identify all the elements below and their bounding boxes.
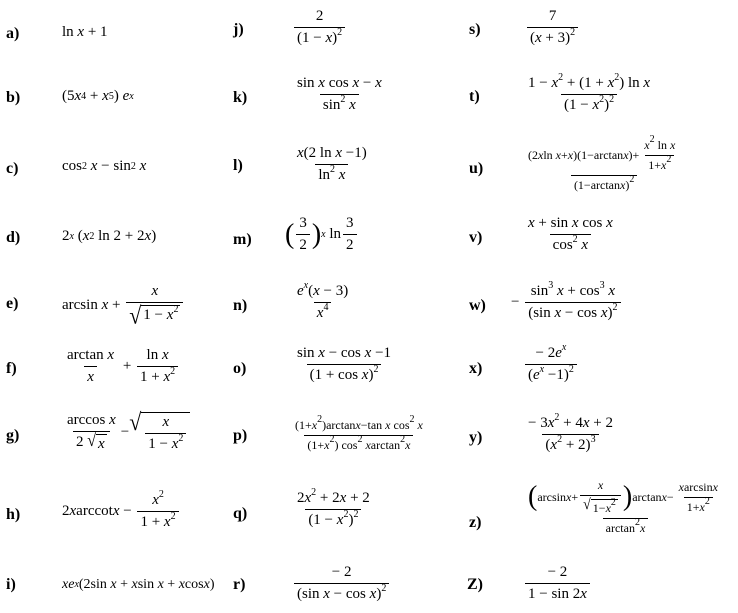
expr-b: (5 x 4 + x 5 ) e x — [62, 88, 134, 104]
expr-k: $\frac{\text{sin x cos x − x}}{\sin^2 x}$ — [297, 75, 382, 113]
expr-t: $\frac{1 - x^2 + (1 + x^2) \ln x}{(1 - x^2)^2}$ — [528, 72, 651, 113]
expr-w: − $\frac{\sin^3 x + \cos^3 x}{(\sin x - \cos x)^2}$ — [511, 283, 623, 322]
label-s: s) — [469, 21, 481, 38]
expr-q: $\frac{2x^2 + 2x + 2}{(1 - x^2)^2}$ — [297, 487, 370, 528]
expr-o: $\frac{\text{sin x − cos x −1}}{(1 + \cos x)^2}$ — [297, 345, 392, 383]
label-a: a) — [6, 25, 20, 42]
expr-v: $\frac{\text{x + sin x cos x}}{\cos^2 x}$ — [528, 215, 613, 253]
label-i: i) — [6, 576, 16, 593]
label-p: p) — [233, 427, 248, 444]
expr-x: $\frac{- 2e^x}{(e^x -1)^2}$ — [523, 345, 579, 384]
expr-p: $\frac{(1+x^2)\arctan x-\tan x \cos^2 x}{(1+x^2) \cos^2 xarctan^2x}$ — [295, 414, 423, 452]
expr-y: $\frac{- 3x^2 + 4x + 2}{(x^2 + 2)^3}$ — [528, 412, 613, 453]
label-n: n) — [233, 297, 248, 314]
expr-g: arccos x 2 √ x − √ $\frac{x}{1 - x^2}$ — [62, 412, 190, 453]
label-Z: Z) — [467, 576, 483, 593]
label-f: f) — [6, 360, 17, 377]
expr-c: cos 2 x − sin 2 x — [62, 158, 147, 174]
label-l: l) — [233, 157, 243, 174]
expr-d: 2 x ( x 2 ln 2 + 2 x ) — [62, 228, 157, 244]
expr-r: $\frac{- 2}{(\sin x - \cos x)^2}$ — [292, 564, 391, 603]
label-k: k) — [233, 89, 248, 106]
expr-s: $\frac{7}{(x + 3)^2}$ — [525, 8, 580, 47]
label-m: m) — [233, 231, 252, 248]
label-r: r) — [233, 576, 246, 593]
label-y: y) — [469, 429, 483, 446]
label-h: h) — [6, 506, 21, 523]
label-j: j) — [233, 21, 244, 38]
expr-u: (2 x ln x + x )(1−arctan x )+ $\frac{x^2 \ln x}{1+x^2}$ $(1-\arctan x)^2$ — [528, 134, 676, 192]
expr-j: $\frac{2}{(1 - x)^2}$ — [292, 8, 347, 47]
expr-Z: $\frac{- 2}{1 - \sin 2x}$ — [523, 564, 592, 603]
label-z: z) — [469, 514, 482, 531]
label-b: b) — [6, 89, 21, 106]
label-q: q) — [233, 505, 248, 522]
label-w: w) — [469, 297, 486, 314]
expr-f: $\frac{\text{arctan x}}{x}$ + $\frac{\text{ln x}}{1 + x^2}$ — [62, 347, 180, 386]
label-d: d) — [6, 229, 21, 246]
label-v: v) — [469, 229, 483, 246]
expr-i: xe x (2sin x + x sin x + x cos x ) — [62, 577, 215, 592]
expr-h: 2 x arccot x − $\frac{x^2}{1 + x^2}$ — [62, 492, 181, 531]
expr-n: $\frac{e^x(x - 3)}{x^4}$ — [297, 280, 349, 321]
expr-l: $\frac{\text{x(2 ln x −1)}}{\ln^2 x}$ — [297, 145, 367, 183]
label-g: g) — [6, 427, 20, 444]
label-e: e) — [6, 295, 19, 312]
label-x: x) — [469, 360, 483, 377]
expr-z: ( arcsin x + x √ $1-x^2$ ) arctan x − $\frac{xarcsinx}{1+x^2}$ $\arctan^2x$ — [528, 478, 718, 535]
label-o: o) — [233, 360, 247, 377]
expr-m: ( $\frac{3}{2}$ ) x ln $\frac{3}{2}$ — [285, 215, 359, 254]
expr-e: arcsin x + x √ $1 - x^2$ — [62, 283, 185, 328]
label-t: t) — [469, 88, 480, 105]
expr-a: ln x + 1 — [62, 24, 108, 40]
label-u: u) — [469, 160, 484, 177]
label-c: c) — [6, 160, 19, 177]
